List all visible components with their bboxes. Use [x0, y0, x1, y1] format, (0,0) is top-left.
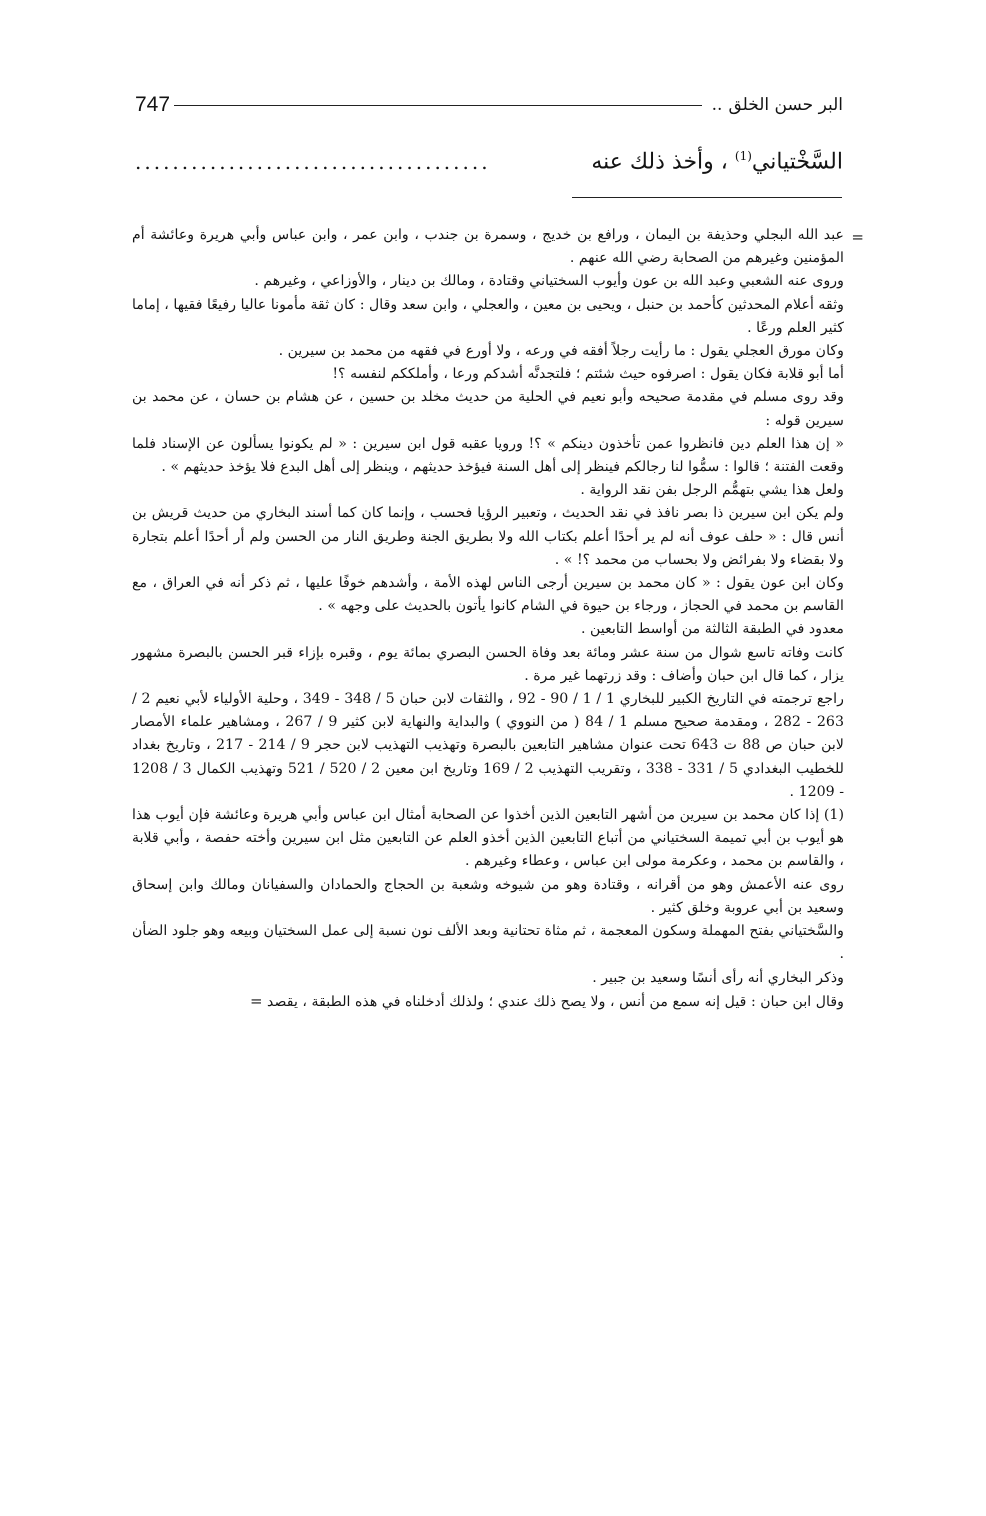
- main-text-word: السَّخْتياني: [751, 149, 843, 175]
- running-title: البر حسن الخلق: [728, 95, 843, 115]
- footnote-paragraph: وذكر البخاري أنه رأى أنسًا وسعيد بن جبير .: [592, 969, 844, 986]
- footnote-paragraph: راجع ترجمته في التاريخ الكبير للبخاري 1 / 1 / 90 - 92 ، والثقات لابن حبان 5 / 348 - 349 ، وحلية الأولياء لأبي نعيم 2 / 263 - 282 ، ومقدمة صحيح مسلم 1 / 84 ( من النووي ) والبداية والنهاية لابن كثير 9 / 267 ، ومشاهير علماء الأمصار لابن حبان ص 88 ت 643 تحت عنوان مشاهير التابعين بالبصرة وتهذيب التهذيب لابن حجر 9 / 214 - 217 ، وتاريخ بغداد للخطيب البغدادي 5 / 331 - 338 ، وتقريب التهذيب 2 / 169 وتاريخ ابن معين 2 / 520 / 521 وتهذيب الكمال 3 / 1208 - 1209 .: [132, 691, 844, 800]
- footnote-paragraph: وكان مورق العجلي يقول : ما رأيت رجلاً أفقه في ورعه ، ولا أورع في فقهه من محمد بن سيرين .: [278, 343, 844, 360]
- page-number: 747: [135, 93, 171, 116]
- footnote-paragraph: ولعل هذا يشي بتهمُّم الرجل بفن نقد الرواية .: [580, 482, 844, 499]
- footnote-paragraph: عبد الله البجلي وحذيفة بن اليمان ، ورافع بن خديج ، وسمرة بن جندب ، وابن عمر ، وابن عباس وأبي هريرة وعائشة أم المؤمنين وغيرهم من الصحابة رضي الله عنهم .: [132, 227, 844, 267]
- footnotes: [132, 224, 864, 1304]
- header-dots: ..: [711, 95, 723, 115]
- footnote-paragraph: وكان ابن عون يقول : « كان محمد بن سيرين أرجى الناس لهذه الأمة ، وأشدهم خوفًا عليها ، ثم ذكر أنه في العراق ، مع القاسم بن محمد في الحجاز ، ورجاء بن حيوة في الشام كانوا يأتون بالحديث على وجهه » .: [132, 575, 844, 615]
- main-text-line: [135, 140, 843, 184]
- footnote-paragraph: وثقه أعلام المحدثين كأحمد بن حنبل ، ويحيى بن معين ، والعجلي ، وابن سعد وقال : كان ثقة مأمونا عاليا رفيعًا فقيها ، إماما كثير العلم ورعًا .: [132, 296, 844, 336]
- main-text: [591, 149, 843, 174]
- footnote-paragraph: (1) إذا كان محمد بن سيرين من أشهر التابعين الذين أخذوا عن الصحابة أمثال ابن عباس وأبي هريرة وعائشة فإن أيوب هذا هو أيوب بن أبي تميمة السختياني من أتباع التابعين الذين أخذو العلم عن التابعين مثل ابن سيرين وأخته حفصة ، وأبي قلابة ، والقاسم بن محمد ، وعكرمة مولى ابن عباس ، وعطاء وغيرهم .: [132, 807, 844, 870]
- footnote-paragraph-last: [132, 990, 844, 1014]
- footnote-last-text: وقال ابن حبان : قيل إنه سمع من أنس ، ولا يصح ذلك عندي ؛ ولذلك أدخلناه في هذه الطبقة ، يقصد: [267, 993, 844, 1010]
- footnote-paragraph: روى عنه الأعمش وهو من أقرانه ، وقتادة وهو من شيوخه وشعبة بن الحجاج والحمادان والسفيانان ومالك وابن إسحاق وسعيد بن أبي عروبة وخلق كثير .: [132, 876, 844, 916]
- footnote-paragraph: كانت وفاته تاسع شوال من سنة عشر ومائة بعد وفاة الحسن البصري بمائة يوم ، وقبره بإزاء قبر الحسن بالبصرة مشهور يزار ، كما قال ابن حبان وأضاف : وقد زرتهما غير مرة .: [132, 644, 844, 684]
- continuation-mark-start: =: [851, 228, 864, 246]
- header-rule: [174, 105, 702, 106]
- running-header: [135, 88, 843, 122]
- footnote-paragraph: والسَّختياني بفتح المهملة وسكون المعجمة ، ثم مثاة تحتانية وبعد الألف نون نسبة إلى عمل السختيان وبيعه وهو جلود الضأن .: [132, 923, 844, 963]
- footnote-ref: (1): [734, 149, 752, 164]
- trailing-dots: ......................................: [135, 150, 491, 174]
- footnote-paragraph: معدود في الطبقة الثالثة من أواسط التابعين .: [580, 621, 844, 638]
- footnote-paragraph: وروى عنه الشعبي وعبد الله بن عون وأيوب السختياني وقتادة ، ومالك بن دينار ، والأوزاعي ، وغيرهم .: [254, 273, 844, 290]
- footnote-paragraph: « إن هذا العلم دين فانظروا عمن تأخذون دينكم » ؟! ورويا عقبه قول ابن سيرين : « لم يكونوا يسألون عن الإسناد فلما وقعت الفتنة ؛ قالوا : سمُّوا لنا رجالكم فينظر إلى أهل السنة فيؤخذ حديثهم ، وينظر إلى أهل البدع فلا يؤخذ حديثهم » .: [132, 435, 844, 476]
- main-text-after: ، وأخذ ذلك عنه: [591, 149, 728, 175]
- footnote-paragraph: أما أبو قلابة فكان يقول : اصرفوه حيث شئتم ؛ فلتجدنَّه أشدكم ورعا ، وأملككم لنفسه ؟!: [332, 366, 844, 383]
- footnote-paragraph: ولم يكن ابن سيرين ذا بصر نافذ في نقد الحديث ، وتعبير الرؤيا فحسب ، وإنما كان كما أسند البخاري من حديث قريش بن أنس قال : « حلف عوف أنه لم ير أحدًا أعلم بكتاب الله ولا بطريق الجنة وطريق النار من الحسن ولم أر أحدًا أعلم بتجارة ولا بقضاء ولا بفرائض ولا بحساب من محمد ؟! » .: [132, 505, 844, 568]
- continuation-mark-end: =: [249, 991, 263, 1010]
- footnote-paragraph: وقد روى مسلم في مقدمة صحيحه وأبو نعيم في الحلية من حديث مخلد بن حسين ، عن هشام بن حسان ، عن محمد بن سيرين قوله :: [132, 389, 844, 429]
- footnote-separator: [572, 197, 842, 198]
